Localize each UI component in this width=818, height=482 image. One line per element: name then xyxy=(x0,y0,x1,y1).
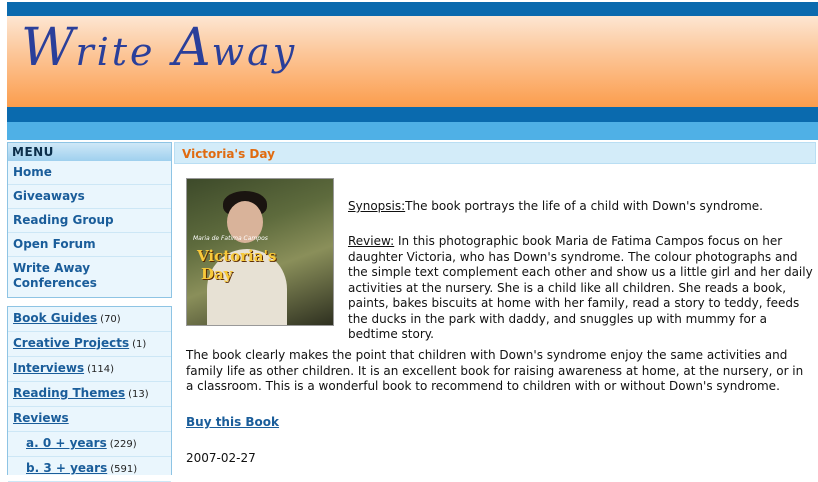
menu-item-open-forum[interactable]: Open Forum xyxy=(8,233,171,257)
logo-text-rite: rite xyxy=(75,30,156,74)
category-count: (229) xyxy=(109,439,137,450)
logo-letter-w: W xyxy=(21,18,76,78)
menu-item-giveaways[interactable]: Giveaways xyxy=(8,185,171,209)
review-label: Review: xyxy=(348,234,395,248)
category-link-interviews[interactable]: Interviews xyxy=(13,361,85,375)
category-item xyxy=(8,307,171,332)
synopsis xyxy=(348,199,814,215)
category-item xyxy=(8,457,171,482)
site-banner xyxy=(7,16,818,107)
category-link-reading-themes[interactable]: Reading Themes xyxy=(13,386,126,400)
category-item xyxy=(8,432,171,457)
menu-panel xyxy=(7,142,172,298)
menu-item-conferences[interactable]: Write Away Conferences xyxy=(13,261,97,290)
category-count: (114) xyxy=(87,364,114,375)
category-panel xyxy=(7,306,172,475)
category-item xyxy=(8,357,171,382)
site-logo[interactable] xyxy=(21,18,297,78)
logo-text-way: way xyxy=(211,30,298,74)
sub-nav-band xyxy=(7,122,818,140)
synopsis-label: Synopsis: xyxy=(348,199,406,213)
logo-letter-a: A xyxy=(173,18,212,78)
review xyxy=(348,234,814,343)
cover-title-line1: Victoria's xyxy=(197,247,277,265)
category-link-3-years[interactable]: b. 3 + years xyxy=(26,461,108,475)
cover-title-line2: Day xyxy=(201,265,233,283)
article-title: Victoria's Day xyxy=(174,142,816,164)
category-link-creative-projects[interactable]: Creative Projects xyxy=(13,336,130,350)
category-item xyxy=(8,407,171,432)
article-body: The book clearly makes the point that children with Down's syndrome enjoy the same activities and family life as other children. It is an excellent book for raising awareness at home, at the nursery, or in a classroom. This is a wonderful book to recommend to children with or without Down's syndrome. xyxy=(186,348,804,393)
category-link-reviews[interactable]: Reviews xyxy=(13,411,69,425)
review-text: In this photographic book Maria de Fatima Campos focus on her daughter Victoria, who has Down's syndrome. The colour photographs and the simple text complement each other and show us a little girl and her daily activities at the nursery. She is a child like all children. She reads a book, paints, bakes biscuits at home with her family, read a story to teddy, feeds the ducks in the park with daddy, and snuggles up with mummy for a bedtime story. xyxy=(348,234,813,341)
menu-title: MENU xyxy=(8,143,171,161)
book-cover-image xyxy=(186,178,334,326)
article-date: 2007-02-27 xyxy=(186,451,256,465)
menu-item-reading-group[interactable]: Reading Group xyxy=(8,209,171,233)
category-link-0-years[interactable]: a. 0 + years xyxy=(26,436,107,450)
category-count: (591) xyxy=(110,464,138,475)
category-count: (70) xyxy=(100,314,121,325)
cover-author: Maria de Fatima Campos xyxy=(193,235,268,242)
category-item xyxy=(8,382,171,407)
menu-item-home[interactable]: Home xyxy=(8,161,171,185)
nav-band xyxy=(7,107,818,122)
category-item xyxy=(8,332,171,357)
category-count: (13) xyxy=(128,389,149,400)
top-bar xyxy=(7,2,818,16)
buy-book-link[interactable]: Buy this Book xyxy=(186,415,280,429)
category-link-book-guides[interactable]: Book Guides xyxy=(13,311,98,325)
synopsis-text: The book portrays the life of a child with Down's syndrome. xyxy=(405,199,763,213)
category-count: (1) xyxy=(132,339,147,350)
